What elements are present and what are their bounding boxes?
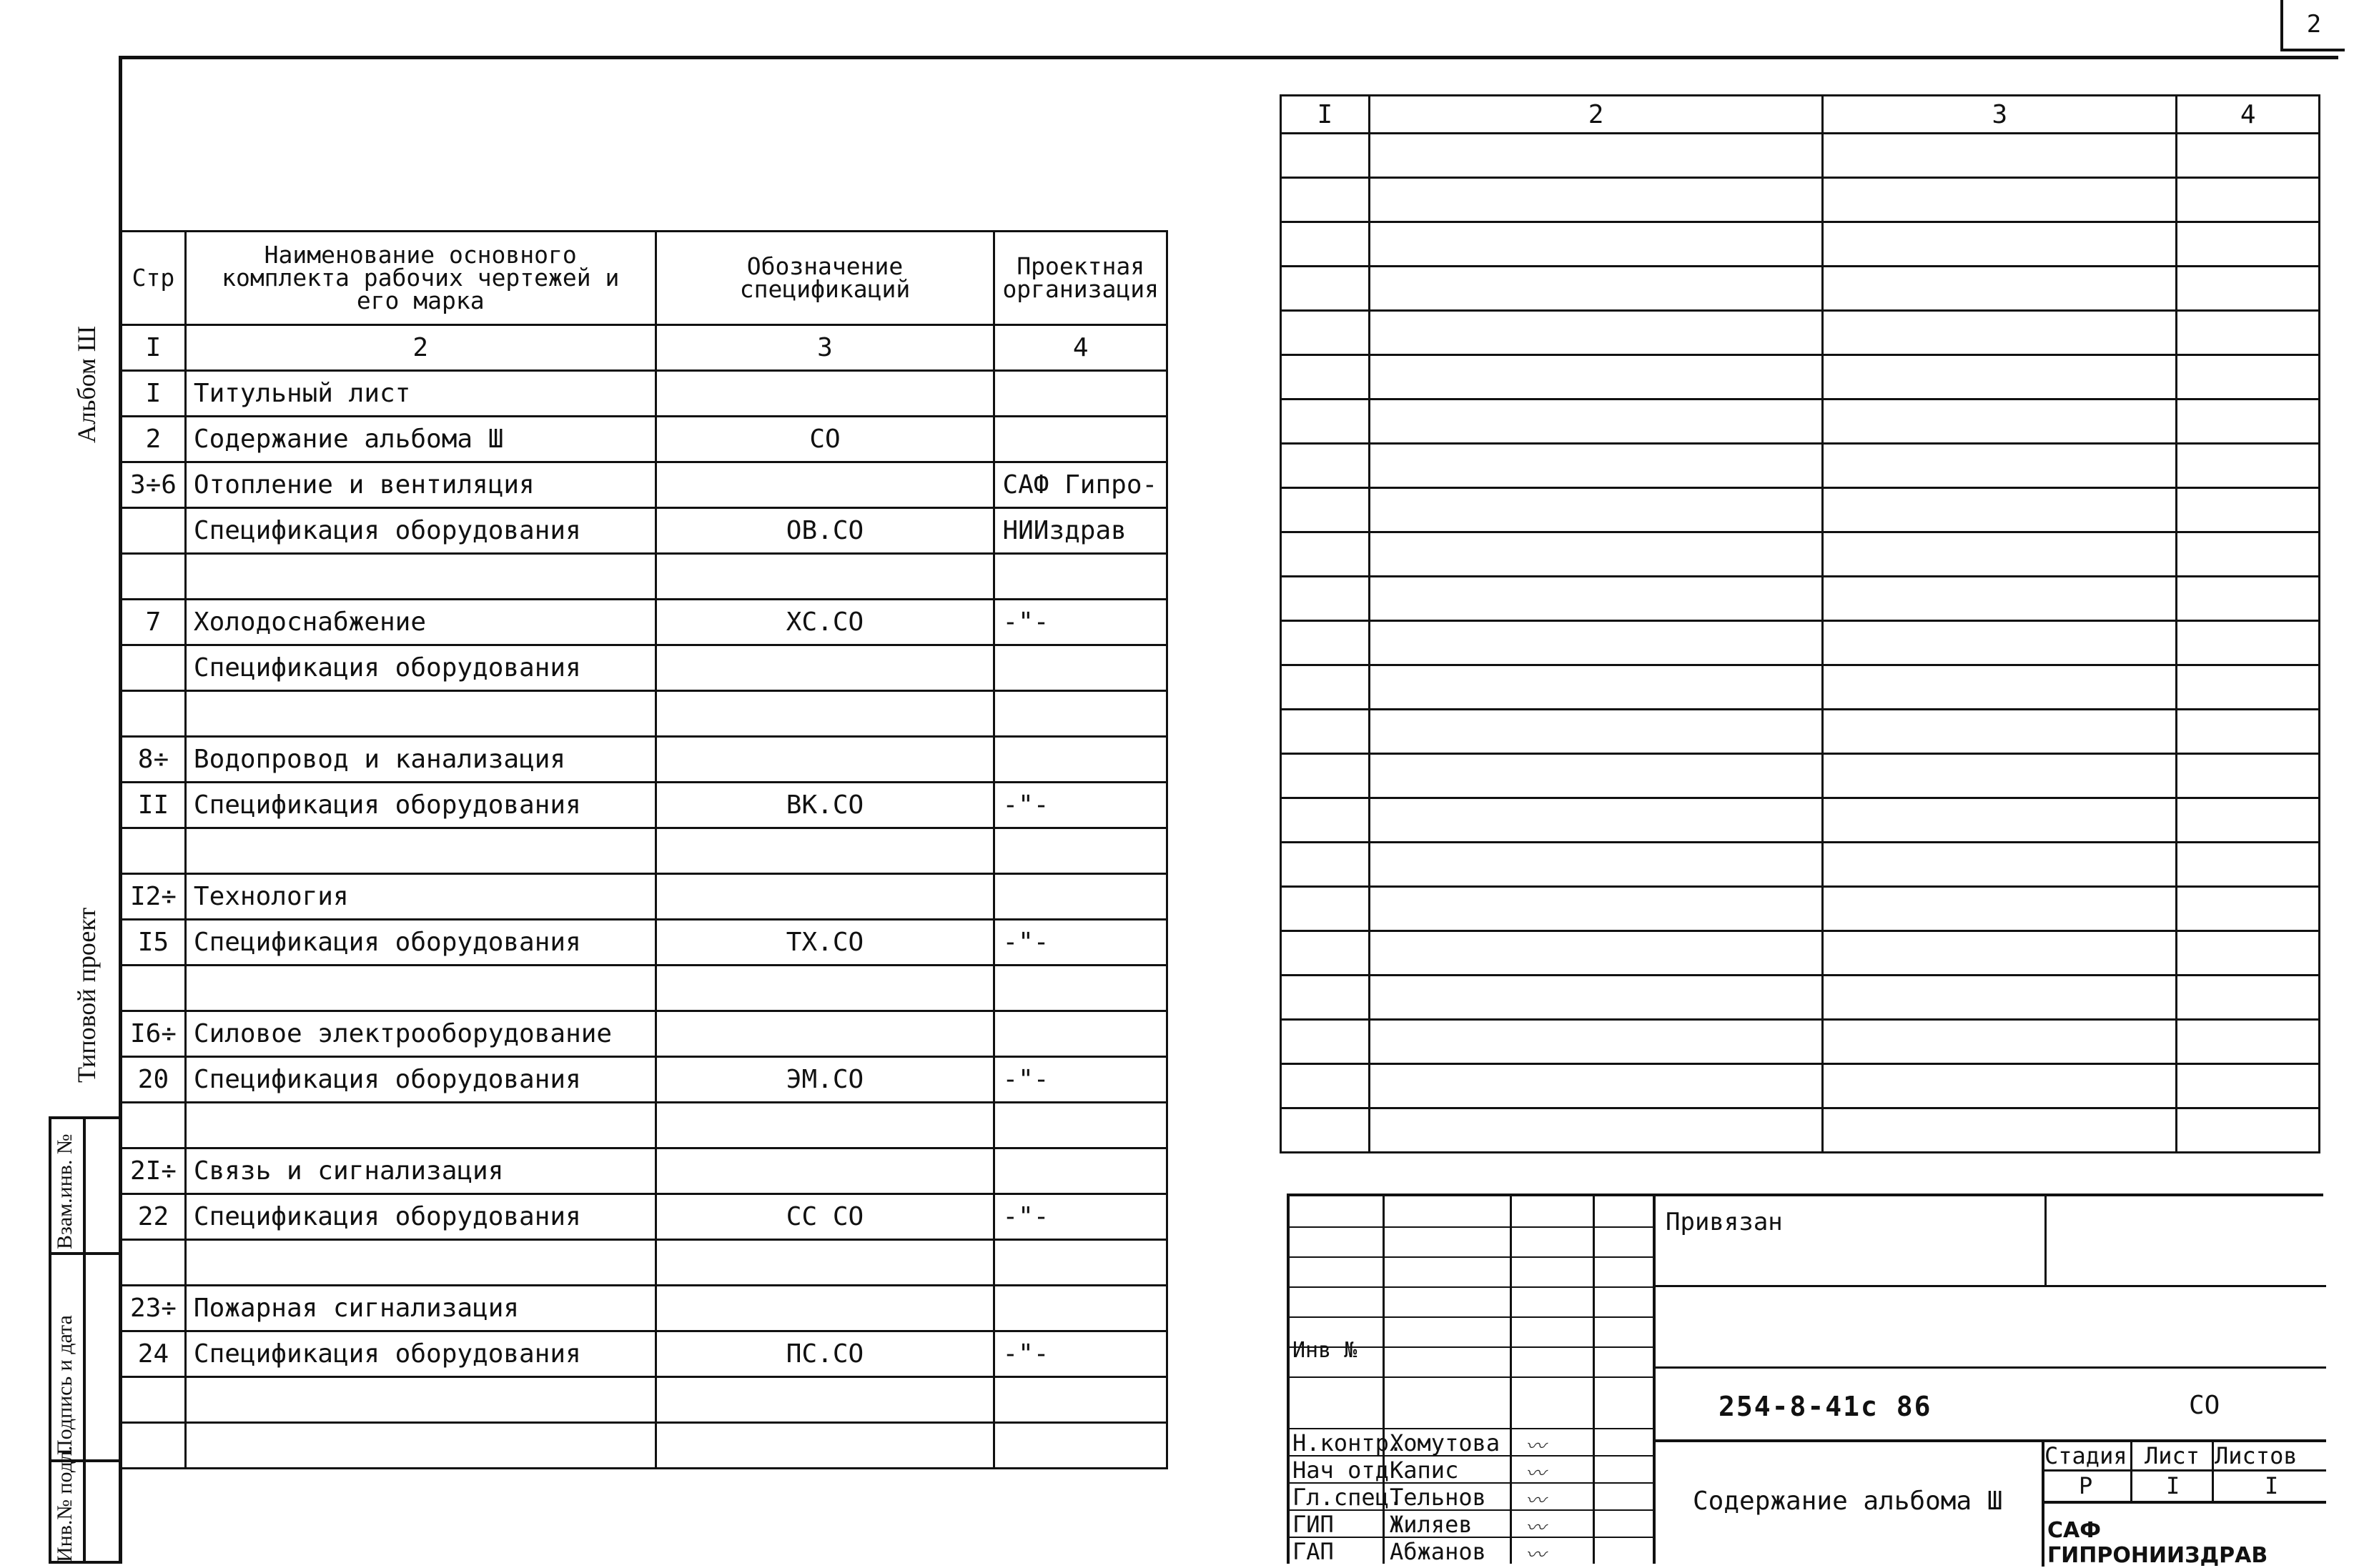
cell-name: Спецификация оборудования (185, 508, 656, 554)
cell-name: Спецификация оборудования (185, 645, 656, 691)
table-row (122, 737, 1167, 783)
cell-page (122, 1423, 186, 1469)
cell-name (185, 1377, 656, 1423)
empty-cell (1281, 976, 1370, 1020)
empty-row (1281, 577, 2320, 621)
empty-cell (1369, 887, 1823, 931)
cell-name (185, 1240, 656, 1286)
empty-cell (2177, 134, 2320, 178)
cell-name: Технология (185, 874, 656, 920)
cell-name: Содержание альбома Ш (185, 417, 656, 462)
cell-designation: ВК.СО (656, 783, 994, 828)
empty-cell (1823, 621, 2177, 665)
table-row (122, 645, 1167, 691)
empty-cell (1369, 311, 1823, 355)
empty-cell (1281, 621, 1370, 665)
cell-page: I5 (122, 920, 186, 966)
empty-cell (1281, 134, 1370, 178)
cell-page (122, 554, 186, 600)
empty-row (1281, 710, 2320, 754)
cell-name: Силовое электрооборудование (185, 1011, 656, 1057)
empty-cell (1281, 222, 1370, 267)
empty-row (1281, 621, 2320, 665)
empty-cell (2177, 267, 2320, 311)
table-row (122, 1057, 1167, 1103)
col-number: 2 (185, 325, 656, 371)
header-page: Стр (122, 232, 186, 325)
empty-cell (1281, 311, 1370, 355)
stamp-replacement-inv: Взам.инв. № (53, 1133, 76, 1249)
cell-name: Титульный лист (185, 371, 656, 417)
empty-cell (2177, 355, 2320, 400)
empty-row (1281, 532, 2320, 577)
signatory-row (1290, 1509, 1653, 1538)
project-label: Типовой проект (72, 907, 101, 1083)
empty-cell (1823, 577, 2177, 621)
empty-cell (1823, 532, 2177, 577)
table-row (122, 920, 1167, 966)
signatory-row (1290, 1537, 1653, 1565)
empty-cell (1823, 1020, 2177, 1064)
margin-stamp (49, 1116, 119, 1564)
empty-row (1281, 134, 2320, 178)
signatory-row (1290, 1428, 1653, 1457)
signatory-name: Тельнов (1390, 1484, 1486, 1511)
cell-org (994, 874, 1167, 920)
empty-cell (2177, 311, 2320, 355)
cell-org (994, 371, 1167, 417)
empty-cell (1369, 532, 1823, 577)
empty-cell (2177, 887, 2320, 931)
signatory-role: Нач отд (1292, 1457, 1389, 1484)
bound-label: Привязан (1666, 1208, 1783, 1236)
cell-page: 22 (122, 1194, 186, 1240)
empty-cell (1369, 621, 1823, 665)
empty-cell (1823, 843, 2177, 887)
empty-row (1281, 843, 2320, 887)
empty-cell (1823, 665, 2177, 710)
cell-org (994, 1103, 1167, 1148)
empty-row (1281, 931, 2320, 976)
stamp-original-inv: Инв.№ подл. (53, 1445, 76, 1562)
col-number: I (1281, 96, 1370, 134)
empty-cell (2177, 532, 2320, 577)
cell-org (994, 645, 1167, 691)
col-number: 3 (656, 325, 994, 371)
empty-cell (2177, 1064, 2320, 1108)
empty-cell (1281, 1020, 1370, 1064)
table-row (122, 1103, 1167, 1148)
cell-org: -"- (994, 1057, 1167, 1103)
empty-cell (2177, 976, 2320, 1020)
empty-cell (1281, 754, 1370, 798)
cell-page (122, 1103, 186, 1148)
table-row (122, 554, 1167, 600)
empty-cell (2177, 400, 2320, 444)
empty-cell (1823, 798, 2177, 843)
table-row (122, 1194, 1167, 1240)
signatory-role: Н.контр. (1292, 1429, 1403, 1457)
title-block (1287, 1194, 2323, 1568)
cell-designation: СС СО (656, 1194, 994, 1240)
empty-cell (1369, 222, 1823, 267)
empty-cell (1281, 1108, 1370, 1153)
table-row (122, 1011, 1167, 1057)
empty-cell (2177, 621, 2320, 665)
cell-designation (656, 1240, 994, 1286)
empty-row (1281, 665, 2320, 710)
cell-designation (656, 462, 994, 508)
contents-table (120, 230, 1168, 1469)
table-row (122, 874, 1167, 920)
empty-cell (1369, 976, 1823, 1020)
cell-name: Водопровод и канализация (185, 737, 656, 783)
cell-org (994, 1286, 1167, 1331)
empty-row (1281, 798, 2320, 843)
empty-cell (1369, 1064, 1823, 1108)
empty-cell (1823, 355, 2177, 400)
signatory-name: Хомутова (1390, 1429, 1500, 1457)
cell-page: I6÷ (122, 1011, 186, 1057)
empty-cell (1369, 931, 1823, 976)
cell-name: Пожарная сигнализация (185, 1286, 656, 1331)
empty-cell (1823, 976, 2177, 1020)
empty-cell (1823, 754, 2177, 798)
cell-org (994, 828, 1167, 874)
empty-row (1281, 311, 2320, 355)
empty-row (1281, 488, 2320, 532)
cell-name (185, 691, 656, 737)
cell-page: 3÷6 (122, 462, 186, 508)
empty-row (1281, 222, 2320, 267)
signatory-name: Жиляев (1390, 1511, 1473, 1538)
table-row (122, 462, 1167, 508)
col-number: 2 (1369, 96, 1823, 134)
empty-row (1281, 1020, 2320, 1064)
cell-org (994, 1240, 1167, 1286)
signatory-row (1290, 1482, 1653, 1511)
empty-cell (1281, 887, 1370, 931)
empty-cell (1823, 222, 2177, 267)
cell-designation (656, 645, 994, 691)
signatory-role: ГАП (1292, 1538, 1334, 1565)
empty-cell (1369, 577, 1823, 621)
cell-name: Спецификация оборудования (185, 920, 656, 966)
empty-cell (2177, 178, 2320, 222)
cell-page: I (122, 371, 186, 417)
empty-cell (2177, 754, 2320, 798)
cell-page (122, 1240, 186, 1286)
empty-cell (1281, 400, 1370, 444)
continuation-table (1280, 94, 2320, 1153)
empty-cell (2177, 1020, 2320, 1064)
cell-name: Отопление и вентиляция (185, 462, 656, 508)
table-row (122, 371, 1167, 417)
cell-designation (656, 554, 994, 600)
empty-cell (1369, 1020, 1823, 1064)
empty-cell (2177, 798, 2320, 843)
cell-page (122, 691, 186, 737)
cell-designation (656, 737, 994, 783)
stage-header: Стадия (2044, 1442, 2127, 1469)
cell-org: -"- (994, 920, 1167, 966)
table-row (122, 1240, 1167, 1286)
cell-designation (656, 691, 994, 737)
empty-cell (1369, 444, 1823, 488)
empty-cell (1369, 267, 1823, 311)
empty-cell (1281, 577, 1370, 621)
empty-row (1281, 444, 2320, 488)
signatory-row (1290, 1455, 1653, 1484)
empty-cell (1369, 488, 1823, 532)
page-number: 2 (2280, 0, 2345, 51)
cell-designation: ЭМ.СО (656, 1057, 994, 1103)
table-row (122, 828, 1167, 874)
cell-org (994, 1011, 1167, 1057)
empty-cell (1823, 1064, 2177, 1108)
empty-row (1281, 400, 2320, 444)
cell-name (185, 828, 656, 874)
empty-cell (1823, 444, 2177, 488)
inv-label: Инв № (1292, 1338, 1357, 1363)
table-row (122, 417, 1167, 462)
album-label: Альбом Ш (72, 325, 101, 443)
empty-row (1281, 887, 2320, 931)
empty-cell (2177, 444, 2320, 488)
cell-designation: ХС.СО (656, 600, 994, 645)
empty-cell (1369, 665, 1823, 710)
empty-row (1281, 178, 2320, 222)
table-row (122, 691, 1167, 737)
empty-cell (1281, 843, 1370, 887)
cell-org: -"- (994, 783, 1167, 828)
empty-cell (1369, 178, 1823, 222)
empty-row (1281, 754, 2320, 798)
cell-page: I2÷ (122, 874, 186, 920)
empty-cell (2177, 222, 2320, 267)
handwritten-signature: 〰 (1525, 1462, 1546, 1485)
cell-name: Спецификация оборудования (185, 1057, 656, 1103)
signatory-name: Капис (1390, 1457, 1459, 1484)
empty-row (1281, 1064, 2320, 1108)
empty-cell (1369, 798, 1823, 843)
cell-designation (656, 371, 994, 417)
cell-designation: ПС.СО (656, 1331, 994, 1377)
cell-page: 8÷ (122, 737, 186, 783)
cell-org (994, 1423, 1167, 1469)
cell-designation (656, 1011, 994, 1057)
cell-page: 2I÷ (122, 1148, 186, 1194)
stamp-signature-date: Подпись и дата (53, 1315, 76, 1455)
col-number: 4 (2177, 96, 2320, 134)
cell-page (122, 1377, 186, 1423)
empty-cell (1369, 710, 1823, 754)
empty-cell (1369, 134, 1823, 178)
stage-value: Р (2079, 1472, 2093, 1499)
empty-cell (1823, 134, 2177, 178)
signatory-name: Абжанов (1390, 1538, 1486, 1565)
empty-cell (2177, 577, 2320, 621)
cell-page: 23÷ (122, 1286, 186, 1331)
cell-name: Связь и сигнализация (185, 1148, 656, 1194)
header-organization: Проектная организация (994, 232, 1167, 325)
cell-name: Холодоснабжение (185, 600, 656, 645)
cell-org: САФ Гипро- (994, 462, 1167, 508)
cell-org (994, 1148, 1167, 1194)
empty-row (1281, 267, 2320, 311)
cell-org (994, 1377, 1167, 1423)
cell-org: НИИздрав (994, 508, 1167, 554)
cell-org: -"- (994, 1331, 1167, 1377)
cell-page (122, 828, 186, 874)
cell-designation (656, 874, 994, 920)
cell-name: Спецификация оборудования (185, 1194, 656, 1240)
cell-page: 24 (122, 1331, 186, 1377)
signatory-role: ГИП (1292, 1511, 1334, 1538)
empty-cell (1823, 267, 2177, 311)
empty-cell (1369, 843, 1823, 887)
cell-designation (656, 1148, 994, 1194)
table-row (122, 1286, 1167, 1331)
sheet-title: Содержание альбома Ш (1693, 1487, 2003, 1516)
col-number: 4 (994, 325, 1167, 371)
empty-cell (1823, 178, 2177, 222)
sheets-value: I (2265, 1472, 2279, 1499)
cell-org (994, 554, 1167, 600)
cell-name: Спецификация оборудования (185, 783, 656, 828)
cell-page: II (122, 783, 186, 828)
handwritten-signature: 〰 (1525, 1434, 1546, 1458)
empty-row (1281, 1108, 2320, 1153)
cell-designation (656, 1103, 994, 1148)
empty-cell (1369, 754, 1823, 798)
empty-cell (1281, 532, 1370, 577)
empty-cell (1281, 444, 1370, 488)
empty-cell (1281, 665, 1370, 710)
table-row (122, 1148, 1167, 1194)
sheet-value: I (2166, 1472, 2180, 1499)
cell-page (122, 508, 186, 554)
empty-cell (1281, 1064, 1370, 1108)
handwritten-signature: 〰 (1525, 1489, 1546, 1512)
header-designation: Обозначение спецификаций (656, 232, 994, 325)
table-row (122, 600, 1167, 645)
empty-cell (1369, 400, 1823, 444)
organization-stamp: САФ ГИПРОНИИЗДРАВ (2047, 1518, 2268, 1568)
empty-cell (2177, 1108, 2320, 1153)
empty-row (1281, 355, 2320, 400)
handwritten-signature: 〰 (1525, 1543, 1546, 1567)
table-row (122, 1331, 1167, 1377)
cell-name: Спецификация оборудования (185, 1331, 656, 1377)
cell-designation: ОВ.СО (656, 508, 994, 554)
empty-cell (2177, 710, 2320, 754)
header-name: Наименование основного комплекта рабочих чертежей и его марка (185, 232, 656, 325)
cell-designation: ТХ.СО (656, 920, 994, 966)
signatory-role: Гл.спец. (1292, 1484, 1403, 1511)
cell-org (994, 417, 1167, 462)
sheets-header: Листов (2215, 1442, 2298, 1469)
table-row (122, 1377, 1167, 1423)
cell-page: 2 (122, 417, 186, 462)
empty-cell (1281, 931, 1370, 976)
table-row (122, 783, 1167, 828)
cell-designation (656, 1377, 994, 1423)
cell-designation (656, 966, 994, 1011)
empty-cell (1369, 355, 1823, 400)
empty-cell (2177, 843, 2320, 887)
empty-cell (1281, 710, 1370, 754)
empty-cell (2177, 488, 2320, 532)
cell-designation: СО (656, 417, 994, 462)
empty-cell (1823, 887, 2177, 931)
col-number: I (122, 325, 186, 371)
cell-designation (656, 1286, 994, 1331)
cell-name (185, 1103, 656, 1148)
table-row (122, 966, 1167, 1011)
empty-cell (1823, 400, 2177, 444)
cell-name (185, 554, 656, 600)
cell-name (185, 966, 656, 1011)
table-row (122, 508, 1167, 554)
cell-page: 7 (122, 600, 186, 645)
empty-cell (2177, 931, 2320, 976)
empty-cell (1823, 311, 2177, 355)
cell-designation (656, 1423, 994, 1469)
cell-page (122, 645, 186, 691)
empty-cell (1823, 710, 2177, 754)
cell-org (994, 691, 1167, 737)
sheet-header: Лист (2145, 1442, 2200, 1469)
col-number: 3 (1823, 96, 2177, 134)
cell-org: -"- (994, 600, 1167, 645)
empty-cell (1823, 1108, 2177, 1153)
document-mark: СО (2189, 1391, 2220, 1420)
empty-cell (1281, 798, 1370, 843)
empty-cell (1281, 178, 1370, 222)
cell-page: 20 (122, 1057, 186, 1103)
document-code: 254-8-41с 86 (1718, 1391, 1932, 1422)
cell-org (994, 737, 1167, 783)
empty-cell (1823, 488, 2177, 532)
empty-cell (1369, 1108, 1823, 1153)
empty-cell (1281, 355, 1370, 400)
cell-page (122, 966, 186, 1011)
empty-row (1281, 976, 2320, 1020)
cell-org (994, 966, 1167, 1011)
table-row (122, 1423, 1167, 1469)
empty-cell (1281, 488, 1370, 532)
empty-cell (2177, 665, 2320, 710)
cell-org: -"- (994, 1194, 1167, 1240)
handwritten-signature: 〰 (1525, 1516, 1546, 1539)
empty-cell (1281, 267, 1370, 311)
cell-name (185, 1423, 656, 1469)
empty-cell (1823, 931, 2177, 976)
cell-designation (656, 828, 994, 874)
